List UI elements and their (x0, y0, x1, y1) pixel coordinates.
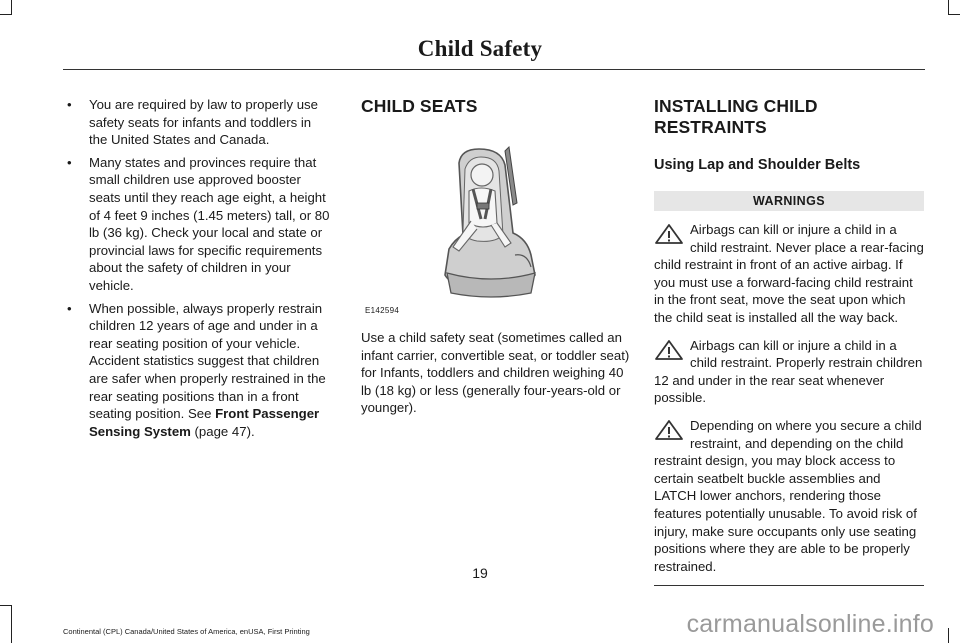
column-middle (361, 96, 631, 417)
column-left (63, 96, 333, 445)
bullet-list (63, 96, 333, 440)
list-item: • Many states and provinces require that small children use approved booster seats until they reach age eight, a height of 4 feet 9 inches (1.45 meters) tall, or 80 lb (36 kg). Check your local and state or provincial laws for specific requirements about the safety of children in your vehicle. (67, 154, 330, 293)
warning-triangle-icon (654, 339, 684, 361)
warning-triangle-icon (654, 223, 684, 245)
page-title: Child Safety (417, 36, 543, 61)
child-seat-figure (361, 143, 561, 315)
crop-mark (11, 605, 12, 643)
warning-item: Depending on where you secure a child restraint, and depending on the child restraint design, you may block access to certain seatbelt buckle assemblies and LATCH lower anchors, rendering those features potentially unusable. To avoid risk of injury, make sure occupants only use seating positions where they are able to be properly restrained. (654, 417, 922, 574)
crop-mark (0, 14, 12, 15)
warning-triangle-icon (654, 419, 684, 441)
list-item: • When possible, always properly restrain children 12 years of age and under in a rear seating position of your vehicle. Accident statistics suggest that children are safer when properly restrained in the rear seating positions than in a front seating position. See Front Passenger Sensing System (page 47). (67, 300, 326, 439)
section-heading: INSTALLING CHILD RESTRAINTS (654, 96, 818, 137)
watermark: carmanualsonline.info (686, 610, 934, 638)
warning-item: Airbags can kill or injure a child in a child restraint. Never place a rear-facing child restraint in front of an active airbag. If you must use a forward-facing child restraint in the front seat, move the seat upon which the child seat is installed all the way back. (654, 222, 924, 325)
warnings-end-divider (654, 585, 924, 586)
bullet-icon: • (67, 300, 72, 316)
footer-text: Continental (CPL) Canada/United States of America, enUSA, First Printing (63, 627, 310, 636)
column-right (654, 96, 924, 586)
warning-item: Airbags can kill or injure a child in a child restraint. Properly restrain children 12 and under in the rear seat whenever possible. (654, 337, 923, 406)
paragraph: Use a child safety seat (sometimes called an infant carrier, convertible seat, or toddler seat) for Infants, toddlers and children weighing 40 lb (18 kg) or less (generally four-years-old or younger). (361, 330, 630, 416)
page-number: 19 (472, 565, 488, 581)
crop-mark (0, 605, 12, 606)
section-heading: CHILD SEATS (361, 96, 478, 116)
crop-mark (948, 0, 949, 14)
list-item: • You are required by law to properly use safety seats for infants and toddlers in the United States and Canada. (67, 97, 318, 148)
figure-code: E142594 (365, 306, 400, 315)
crop-mark (11, 0, 12, 14)
warnings-header: WARNINGS (654, 191, 924, 211)
crop-mark (948, 628, 949, 643)
cross-reference-link[interactable]: Front Passenger Sensing System (89, 406, 320, 439)
child-seat-illustration (431, 143, 551, 303)
bullet-icon: • (67, 97, 72, 112)
crop-mark (948, 14, 960, 15)
header-divider (63, 69, 925, 70)
bullet-icon: • (67, 154, 72, 170)
subsection-heading: Using Lap and Shoulder Belts (654, 157, 861, 173)
